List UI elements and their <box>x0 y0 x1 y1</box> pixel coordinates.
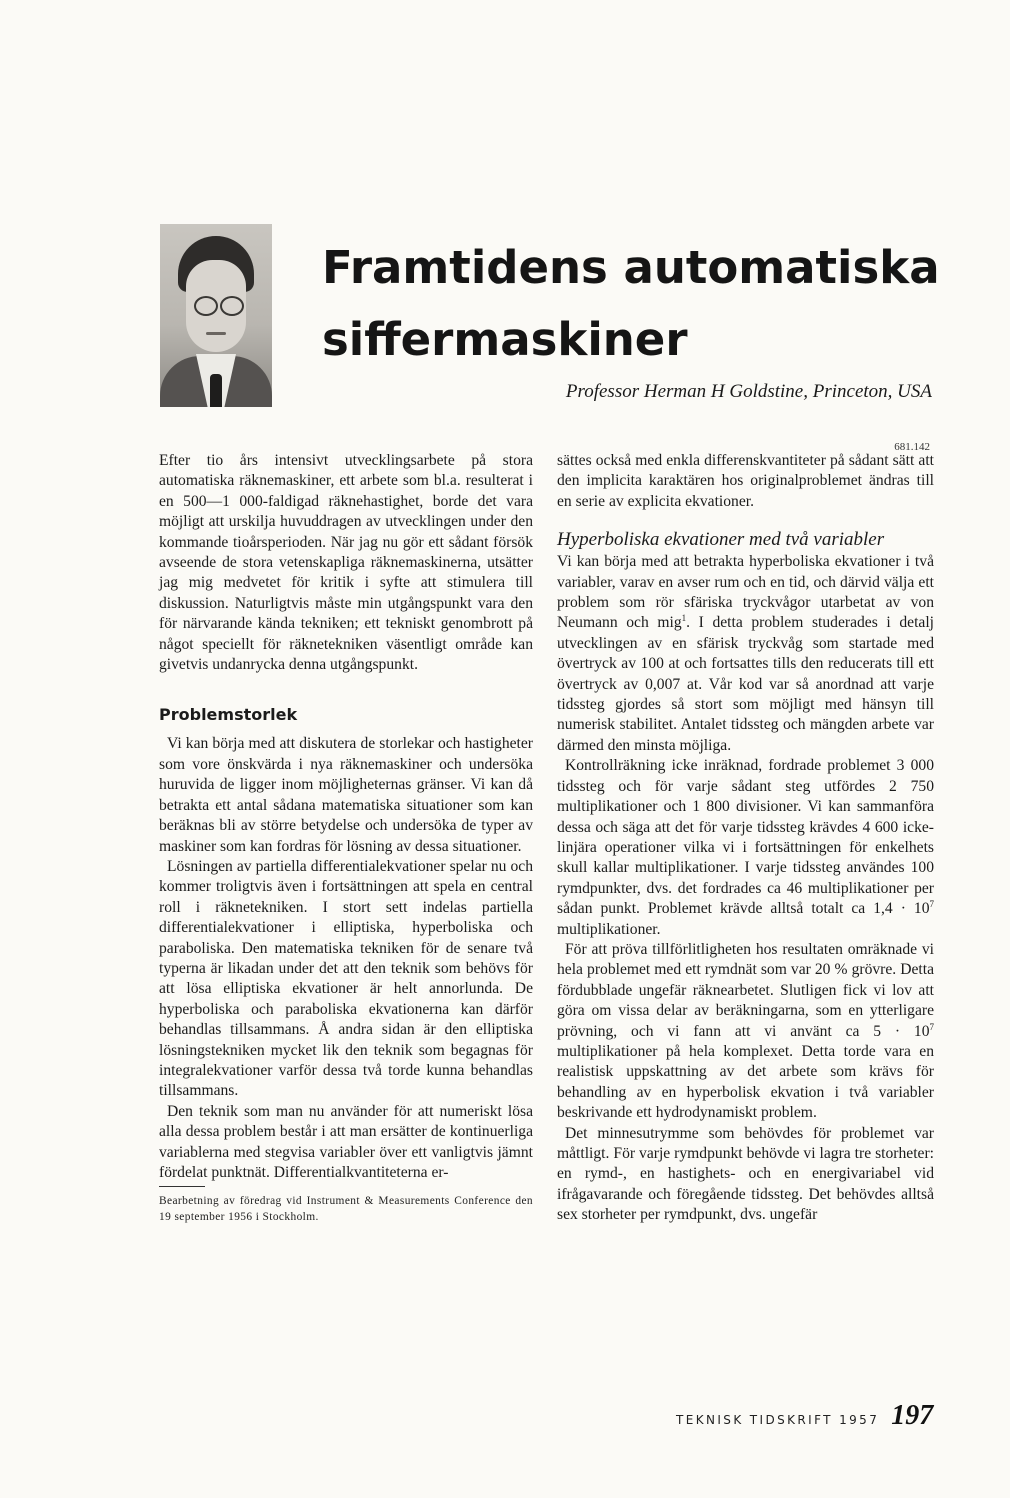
body-paragraph: Lösningen av partiella differentialekvationer spelar nu och kommer troligtvis även i fortsättningen att spela en central roll i räknetekniken. I stort sett indelas partiella differentialekvationer i elliptiska, hyperboliska och paraboliska. Den matematiska tekniken för de senare två typerna är likadan under det att den teknik som behövs för att lösa elliptiska ekvationer är helt annorlunda. De hyperboliska och paraboliska ekvationerna kan därför behandlas tillsammans. Å andra sidan är den elliptiska lösningstekniken mycket lik den teknik som begagnas för integralekvationer varför dessa två torde kunna behandlas tillsammans. <box>159 857 533 1100</box>
body-paragraph <box>557 552 934 756</box>
body-paragraph: Vi kan börja med att diskutera de storlekar och hastigheter som vore önskvärda i nya räknemaskiner och undersöka huruvida de ligger inom möjligheternas gränser. Vi kan då betrakta ett antal sådana matematiska situationer som kan beräknas bli av större betydelse och undersöka de typer av maskiner som kan fordras för lösning av dessa situationer. <box>159 735 533 855</box>
page-footer <box>676 1400 933 1432</box>
footnote-divider <box>159 1186 205 1187</box>
author-portrait-photo <box>160 224 272 407</box>
body-paragraph: Den teknik som man nu använder för att numeriskt lösa alla dessa problem består i att man ersätter de kontinuerliga variablerna med stegvisa variabler över ett vanligtvis jämnt fördelat punktnät. Differentialkvantiteterna er- <box>159 1102 533 1181</box>
article-title <box>322 232 940 376</box>
text-span: För att pröva tillförlitligheten hos resultaten omräknade vi hela problemet med ett rymdnät som var 20 % grövre. Detta fördubblade ungefär räknearbetet. Slutligen fick vi lov att göra om vissa delar av beräkningarna, som en ytterligare prövning, och vi fann att vi använt ca 5 · 10 <box>557 940 934 1040</box>
title-line-2: siffermaskiner <box>322 313 688 366</box>
title-line-1: Framtidens automatiska <box>322 241 940 294</box>
exponent: 7 <box>929 1021 934 1032</box>
udc-classification: 681.142 <box>894 441 930 453</box>
intro-paragraph: Efter tio års intensivt utvecklingsarbete på stora automatiska räknemaskiner, ett arbete som bl.a. resulterat i en 500—1 000-faldigad räknehastighet, borde det vara möjligt att urskilja huvuddragen av utvecklingen under den kommande tioårsperioden. När jag nu gör ett sådant försök avseende de stora vetenskapliga räknemaskinerna, utsätter jag mig medvetet för kritik i syfte att stimulera till diskussion. Naturligtvis måste min utgångspunkt vara den för närvarande kända tekniken; ett tekniskt genombrott på något speciellt för räknetekniken väsentligt område kan givetvis undanrycka denna utgångspunkt. <box>159 452 533 674</box>
portrait-glasses-right <box>220 296 244 316</box>
journal-name: TEKNISK TIDSKRIFT 1957 <box>676 1413 880 1427</box>
portrait-tie <box>210 374 222 407</box>
author-byline: Professor Herman H Goldstine, Princeton, USA <box>565 381 932 402</box>
portrait-mouth <box>206 332 226 335</box>
body-paragraph: Det minnesutrymme som behövdes för problemet var måttligt. För varje rymdpunkt behövde vi lagra tre storheter: en rymd-, en hastighets- och en energivariabel vid ifrågavarande och föregående tidssteg. Det behövdes alltså sex storheter per rymdpunkt, dvs. ungefär <box>557 1124 934 1224</box>
text-span: multiplikationer. <box>557 920 661 938</box>
section-heading-hyperboliska: Hyperboliska ekvationer med två variabler <box>557 529 885 551</box>
text-span: . I detta problem studerades i detalj utvecklingen av en sfärisk tryckvåg som startade med övertryck av 100 at och fortsattes tills den reducerats till ett övertryck av 0,007 at. Vår kod var så anordnad att varje tidssteg gjordes så stort som möjligt med hänsyn till numerisk stabilitet. Antalet tidssteg och mängden arbete var därmed den minsta möjliga. <box>557 614 934 754</box>
right-column <box>557 451 934 1226</box>
body-paragraph <box>557 940 934 1124</box>
left-column <box>159 451 533 1225</box>
page-number: 197 <box>891 1400 934 1431</box>
footnote: Bearbetning av föredrag vid Instrument & Measurements Conference den 19 september 1956 i Stockholm. <box>159 1195 533 1224</box>
continuation-paragraph: sättes också med enkla differenskvantiteter på sådant sätt att den implicita karaktären hos originalproblemet ändras till en serie av explicita ekvationer. <box>557 452 934 510</box>
section-heading-problemstorlek: Problemstorlek <box>159 705 298 725</box>
text-span: Kontrollräkning icke inräknad, fordrade problemet 3 000 tidssteg och för varje sådant steg utfördes 2 750 multiplikationer och 1 800 divisioner. Vi kan sammanföra dessa och säga att det för varje tidssteg krävdes 4 600 icke-linjära operationer vilka vi i fortsättningen för enkelhets skull kallar multiplikationer. I varje tidssteg användes 100 rymdpunkter, dvs. det fordrades ca 46 multiplikationer per sådan punkt. Problemet krävde alltså totalt ca 1,4 · 10 <box>557 757 934 918</box>
text-span: multiplikationer på hela komplexet. Detta torde vara en realistisk uppskattning av det arbete som krävs för behandling av en hyperbolisk ekvation i två variabler beskrivande ett hydrodynamiskt problem. <box>557 1042 934 1122</box>
footnote-reference[interactable]: 1 <box>681 613 687 624</box>
text-span: Vi kan börja med att betrakta hyperboliska ekvationer i två variabler, varav en avser rum och en tid, och därvid välja ett problem som rör sfäriska tryckvågor utarbetat av von Neumann och mig <box>557 553 934 632</box>
exponent: 7 <box>929 898 934 909</box>
body-paragraph <box>557 756 934 940</box>
portrait-glasses-left <box>194 296 218 316</box>
